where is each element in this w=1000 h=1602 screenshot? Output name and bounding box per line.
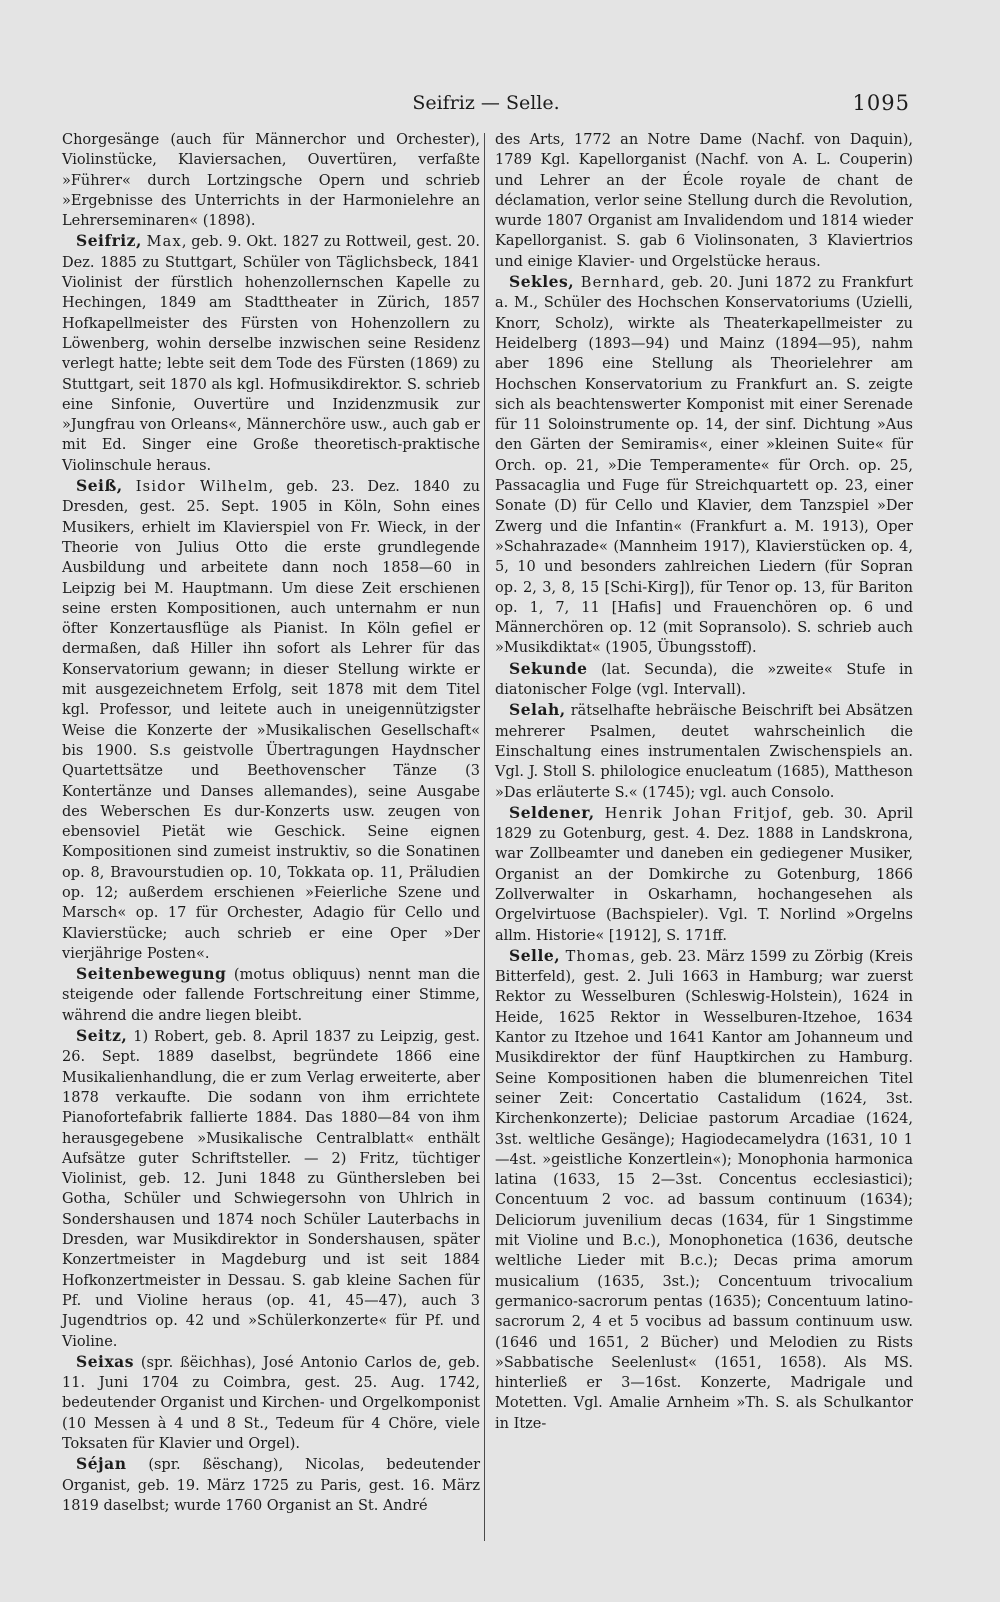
entry-text: 1) Robert, geb. 8. April 1837 zu Leipzig, gest. 26. Sept. 1889 daselbst, begründete 1866 eine Musikalienhandlung, die er zum Verlag erweiterte, aber 1878 verkaufte. Die sodann von ihm errichtete Pianofortefabrik fallierte 1884. Das 1880—84 von ihm herausgegebene »Musikalische Centralblatt« enthält Aufsätze guter Schriftsteller. — 2) Fritz, tüchtiger Violinist, geb. 12. Juni 1848 zu Günthersleben bei Gotha, Schüler und Schwiegersohn von Uhlrich in Sondershausen und 1874 noch Schüler Lauterbachs in Dresden, war Musikdirektor in Sondershausen, später Konzertmeister in Magdeburg und ist seit 1884 Hofkonzertmeister in Dessau. S. gab kleine Sachen für Pf. und Violine heraus (op. 41, 45—47), auch 3 Jugendtrios op. 42 und »Schülerkonzerte« für Pf. und Violine. [62, 1029, 480, 1350]
entry-text: (lat. Secunda), die »zweite« Stufe in diatonischer Folge (vgl. Intervall). [495, 661, 913, 699]
entry-selah [495, 700, 913, 802]
entry-headword: Seldener, [509, 802, 595, 822]
entry-headword: Seiß, [76, 476, 123, 496]
entry-text: (spr. ßëichhas), José Antonio Carlos de, geb. 11. Juni 1704 zu Coimbra, gest. 25. Aug. 1742, bedeutender Organist und Kirchen- und Orgelkomponist (10 Messen à 4 und 8 St., Tedeum für 4 Chöre, viele Toksaten für Klavier und Orgel). [62, 1354, 480, 1452]
entry-headword: Séjan [76, 1454, 127, 1474]
right-column [495, 130, 913, 1542]
left-column [62, 130, 480, 1542]
entry-selle [495, 946, 913, 1434]
entry-seixas [62, 1352, 480, 1454]
entry-name: Isidor Wilhelm [135, 479, 269, 496]
entry-name: Thomas [565, 948, 631, 965]
entry-headword: Sekunde [509, 658, 588, 678]
entry-seiss [62, 476, 480, 964]
entry-sekles [495, 272, 913, 659]
entry-sekunde [495, 659, 913, 701]
entry-sejan [62, 1454, 480, 1516]
entry-seitenbewegung [62, 964, 480, 1026]
entry-headword: Seifriz, [76, 231, 142, 251]
column-divider [484, 133, 485, 1541]
entry-headword: Seixas [76, 1351, 134, 1371]
entry-seldener [495, 803, 913, 946]
entry-name: Henrik Johan Fritjof [604, 805, 788, 822]
page-header [62, 88, 910, 118]
running-title: Seifriz — Selle. [412, 92, 560, 114]
entry-text: rätselhafte hebräische Beischrift bei Absätzen mehrerer Psalmen, deutet wahrscheinlich die Einschaltung eines instrumentalen Zwischenspiels an. Vgl. J. Stoll S. philologice enucleatum (1685), Mattheson »Das erläuterte S.« (1745); vgl. auch Consolo. [495, 703, 913, 801]
entry-name: Bernhard [580, 275, 661, 292]
entry-seifriz [62, 231, 480, 476]
entry-seitz [62, 1026, 480, 1352]
entry-headword: Sekles, [509, 272, 575, 292]
entry-name: Max [146, 234, 182, 251]
entry-text: , geb. 23. Dez. 1840 zu Dresden, gest. 25. Sept. 1905 in Köln, Sohn eines Musikers, erhielt im Klavierspiel von Fr. Wieck, in der Theorie von Julius Otto die erste grundlegende Ausbildung und arbeitete dann noch 1858—60 in Leipzig bei M. Hauptmann. Um diese Zeit erschienen seine ersten Kompositionen, auch unternahm er nun öfter Konzertausflüge als Pianist. In Köln gefiel er dermaßen, daß Hiller ihn sofort als Lehrer für das Konservatorium gewann; in dieser Stellung wirkte er mit ausgezeichnetem Erfolg, seit 1878 mit dem Titel kgl. Professor, und leitete auch in uneigennützigster Weise die Konzerte der »Musikalischen Gesellschaft« bis 1900. S.s geistvolle Übertragungen Haydnscher Quartettsätze und Beethovenscher Tänze (3 Kontertänze und Danses allemandes), seine Ausgabe des Weberschen Es dur-Konzerts usw. zeugen von ebensoviel Pietät wie Geschick. Seine eignen Kompositionen sind zumeist instruktiv, so die Sonatinen op. 8, Bravourstudien op. 10, Tokkata op. 11, Präludien op. 12; außerdem erschienen »Feierliche Szene und Marsch« op. 17 für Orchester, Adagio für Cello und Klavierstücke; auch schrieb er eine Oper »Der vierjährige Posten«. [62, 479, 481, 962]
page-number: 1095 [852, 91, 910, 115]
continuation-text: des Arts, 1772 an Notre Dame (Nachf. von Daquin), 1789 Kgl. Kapellorganist (Nachf. von A. L. Couperin) und Lehrer an der École royale de chant de déclamation, verlor seine Stellung durch die Revolution, wurde 1807 Organist am Invalidendom und 1814 wieder Kapellorganist. S. gab 6 Violinsonaten, 3 Klaviertrios und einige Klavier- und Orgelstücke heraus. [495, 132, 913, 270]
entry-headword: Seitenbewegung [76, 964, 227, 984]
entry-headword: Selle, [509, 945, 561, 965]
continuation-text: Chorgesänge (auch für Männerchor und Orchester), Violinstücke, Klaviersachen, Ouvertüren, verfaßte »Führer« durch Lortzingsche Opern und schrieb »Ergebnisse des Unterrichts in der Harmonielehre an Lehrerseminaren« (1898). [62, 132, 480, 230]
entry-headword: Seitz, [76, 1026, 128, 1046]
entry-text: (motus obliquus) nennt man die steigende oder fallende Fortschreitung einer Stimme, während die andre liegen bleibt. [62, 967, 480, 1024]
entry-text: (spr. ßëschang), Nicolas, bedeutender Organist, geb. 19. März 1725 zu Paris, gest. 16. März 1819 daselbst; wurde 1760 Organist an St. André [62, 1457, 480, 1514]
entry-text: , geb. 20. Juni 1872 zu Frankfurt a. M., Schüler des Hochschen Konservatoriums (Uzielli, Knorr, Scholz), wirkte als Theaterkapellmeister zu Heidelberg (1893—94) und Mainz (1894—95), nahm aber 1896 eine Stellung als Theorielehrer am Hochschen Konservatorium zu Frankfurt an. S. zeigte sich als beachtenswerter Komponist mit einer Serenade für 11 Soloinstrumente op. 14, der sinf. Dichtung »Aus den Gärten der Semiramis«, einer »kleinen Suite« für Orch. op. 21, »Die Temperamente« für Orch. op. 25, Passacaglia und Fuge für Streichquartett op. 23, einer Sonate (D) für Cello und Klavier, dem Tanzspiel »Der Zwerg und die Infantin« (Frankfurt a. M. 1913), Oper »Schahrazade« (Mannheim 1917), Klavierstücken op. 4, 5, 10 und besonders zahlreichen Liedern (für Sopran op. 2, 3, 8, 15 [Schi-Kirg]), für Tenor op. 13, für Bariton op. 1, 7, 11 [Hafis] und Frauenchören op. 6 und Männerchören op. 12 (mit Sopransolo). S. schrieb auch »Musikdiktat« (1905, Übungsstoff). [495, 275, 914, 657]
entry-text: , geb. 23. März 1599 zu Zörbig (Kreis Bitterfeld), gest. 2. Juli 1663 in Hamburg; war zuerst Rektor zu Wesselburen (Schleswig-Holstein), 1624 in Heide, 1625 Rektor in Wesselburen-Itzehoe, 1634 Kantor zu Itzehoe und 1641 Kantor am Johanneum und Musikdirektor der fünf Hauptkirchen zu Hamburg. Seine Kompositionen haben die blumenreichen Titel seiner Zeit: Concertatio Castalidum (1624, 3st. Kirchenkonzerte); Deliciae pastorum Arcadiae (1624, 3st. weltliche Gesänge); Hagiodecamelydra (1631, 10 1—4st. »geistliche Konzertlein«); Monophonia harmonica latina (1633, 15 2—3st. Concentus ecclesiastici); Concentuum 2 voc. ad bassum continuum (1634); Deliciorum juvenilium decas (1634, für 1 Singstimme mit Violine und B.c.), Monophonetica (1636, deutsche weltliche Lieder mit B.c.); Decas prima amorum musicalium (1635, 3st.); Concentuum trivocalium germanico-sacrorum pentas (1635); Concentuum latino-sacrorum 2, 4 et 5 vocibus ad bassum continuum usw. (1646 und 1651, 2 Bücher) und Melodien zu Rists »Sabbatische Seelenlust« (1651, 1658). Als MS. hinterließ er 3—16st. Konzerte, Madrigale und Motetten. Vgl. Amalie Arnheim »Th. S. als Schulkantor in Itze- [495, 948, 913, 1432]
entry-text: , geb. 9. Okt. 1827 zu Rottweil, gest. 20. Dez. 1885 zu Stuttgart, Schüler von Täglichsbeck, 1841 Violinist der fürstlich hohenzollernschen Kapelle zu Hechingen, 1849 am Stadttheater in Zürich, 1857 Hofkapellmeister des Fürsten von Hohenzollern zu Löwenberg, wohin derselbe inzwischen seine Residenz verlegt hatte; lebte seit dem Tode des Fürsten (1869) zu Stuttgart, seit 1870 als kgl. Hofmusikdirektor. S. schrieb eine Sinfonie, Ouvertüre und Inzidenzmusik zur »Jungfrau von Orleans«, Männerchöre usw., auch gab er mit Ed. Singer eine Große theoretisch-praktische Violinschule heraus. [62, 234, 480, 474]
entry-text: , geb. 30. April 1829 zu Gotenburg, gest. 4. Dez. 1888 in Landskrona, war Zollbeamter und daneben ein gediegener Musiker, Organist an der Domkirche zu Gotenburg, 1866 Zollverwalter in Oskarhamn, hochangesehen als Orgelvirtuose (Bachspieler). Vgl. T. Norlind »Orgelns allm. Historie« [1912], S. 171ff. [495, 805, 913, 944]
entry-headword: Selah, [509, 700, 566, 720]
